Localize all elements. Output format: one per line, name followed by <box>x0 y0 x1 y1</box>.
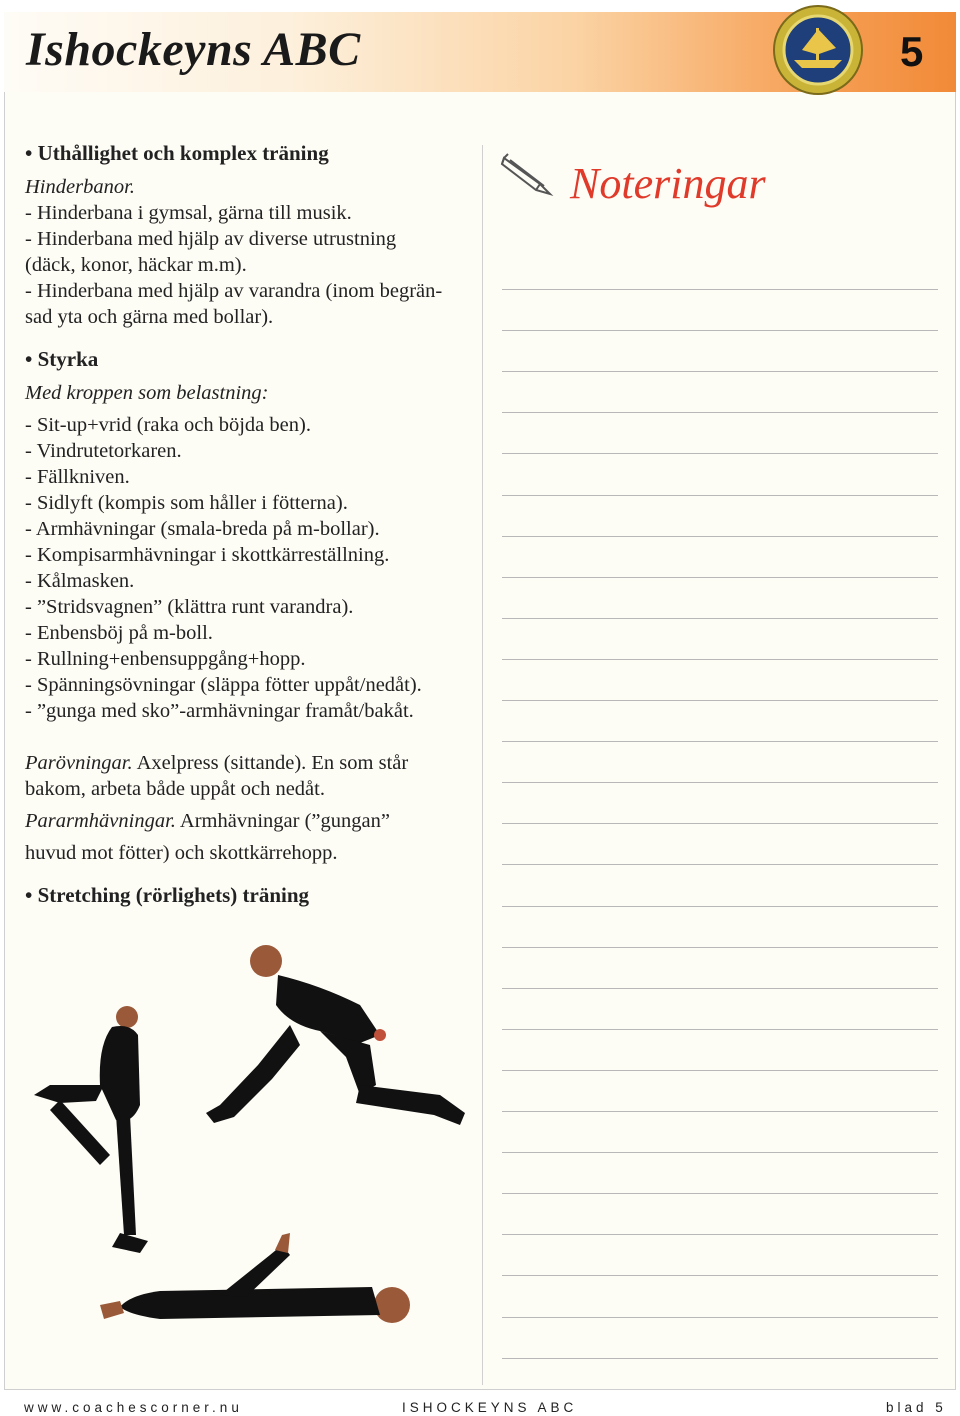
footer-book-title: ISHOCKEYNS ABC <box>402 1400 578 1415</box>
club-logo <box>772 4 864 96</box>
note-line <box>502 1193 938 1194</box>
pair-pushup-label: Pararmhävningar. <box>25 810 176 832</box>
list-item: - Rullning+enbensuppgång+hopp. <box>25 648 306 670</box>
figure-lunge-stretch <box>206 945 465 1125</box>
left-column <box>25 140 475 908</box>
list-item: - ”gunga med sko”-armhävningar framåt/bakåt. <box>25 700 414 722</box>
footer-page-label: blad 5 <box>886 1400 947 1415</box>
note-line <box>502 330 938 331</box>
list-item: - Hinderbana med hjälp av varandra (inom begrän- <box>25 280 443 302</box>
pair-pushup-text-cont: huvud mot fötter) och skottkärrehopp. <box>25 842 338 864</box>
note-line <box>502 1029 938 1030</box>
note-line <box>502 659 938 660</box>
note-line <box>502 1275 938 1276</box>
note-line <box>502 536 938 537</box>
note-line <box>502 782 938 783</box>
note-line <box>502 947 938 948</box>
pair-exercise-paragraph <box>25 750 475 776</box>
note-line <box>502 741 938 742</box>
note-line <box>502 371 938 372</box>
note-line <box>502 700 938 701</box>
list-item: (däck, konor, häckar m.m). <box>25 254 247 276</box>
footer-website: www.coachescorner.nu <box>24 1400 243 1415</box>
page-number: 5 <box>900 28 924 75</box>
pair-exercise-label: Parövningar. <box>25 752 133 774</box>
note-line <box>502 453 938 454</box>
note-line <box>502 618 938 619</box>
list-item: - Enbensböj på m-boll. <box>25 622 213 644</box>
note-line <box>502 1152 938 1153</box>
note-line <box>502 823 938 824</box>
section-heading-endurance: • Uthållighet och komplex träning <box>25 141 329 165</box>
list-item: - Kålmasken. <box>25 570 135 592</box>
pair-pushup-text: Armhävningar (”gungan” <box>175 810 390 832</box>
list-item: - Hinderbana med hjälp av diverse utrustning <box>25 228 397 250</box>
pair-exercise-text: Axelpress (sittande). En som står <box>132 752 409 774</box>
list-item: - ”Stridsvagnen” (klättra runt varandra). <box>25 596 354 618</box>
section-heading-strength: • Styrka <box>25 347 99 371</box>
note-line <box>502 906 938 907</box>
note-line <box>502 1111 938 1112</box>
note-line <box>502 988 938 989</box>
note-line <box>502 577 938 578</box>
note-line <box>502 864 938 865</box>
list-item: - Armhävningar (smala-breda på m-bollar). <box>25 518 380 540</box>
list-item: - Sit-up+vrid (raka och böjda ben). <box>25 414 311 436</box>
list-item: - Kompisarmhävningar i skottkärreställning. <box>25 544 390 566</box>
page-title: Ishockeyns ABC <box>26 23 361 76</box>
note-line <box>502 495 938 496</box>
stretching-illustration <box>20 935 480 1335</box>
subheading-obstacle: Hinderbanor. <box>25 176 135 198</box>
note-line <box>502 289 938 290</box>
pencil-icon <box>500 150 556 198</box>
note-line <box>502 412 938 413</box>
pair-pushup-paragraph <box>25 808 475 834</box>
list-item: - Fällkniven. <box>25 466 130 488</box>
list-item: - Spänningsövningar (släppa fötter uppåt/nedåt). <box>25 674 422 696</box>
figure-lying-stretch <box>100 1233 410 1323</box>
notes-title: Noteringar <box>570 159 766 208</box>
list-item: sad yta och gärna med bollar). <box>25 306 274 328</box>
column-divider <box>482 145 483 1385</box>
pair-exercise-text-cont: bakom, arbeta både uppåt och nedåt. <box>25 778 325 800</box>
list-item: - Vindrutetorkaren. <box>25 440 182 462</box>
note-line <box>502 1070 938 1071</box>
note-line <box>502 1234 938 1235</box>
section-heading-stretching: • Stretching (rörlighets) träning <box>25 883 310 907</box>
note-line <box>502 1317 938 1318</box>
list-item: - Hinderbana i gymsal, gärna till musik. <box>25 202 352 224</box>
figure-quad-stretch <box>34 1006 148 1253</box>
list-item: - Sidlyft (kompis som håller i fötterna). <box>25 492 348 514</box>
note-line <box>502 1358 938 1359</box>
subheading-bodyweight: Med kroppen som belastning: <box>25 382 269 404</box>
